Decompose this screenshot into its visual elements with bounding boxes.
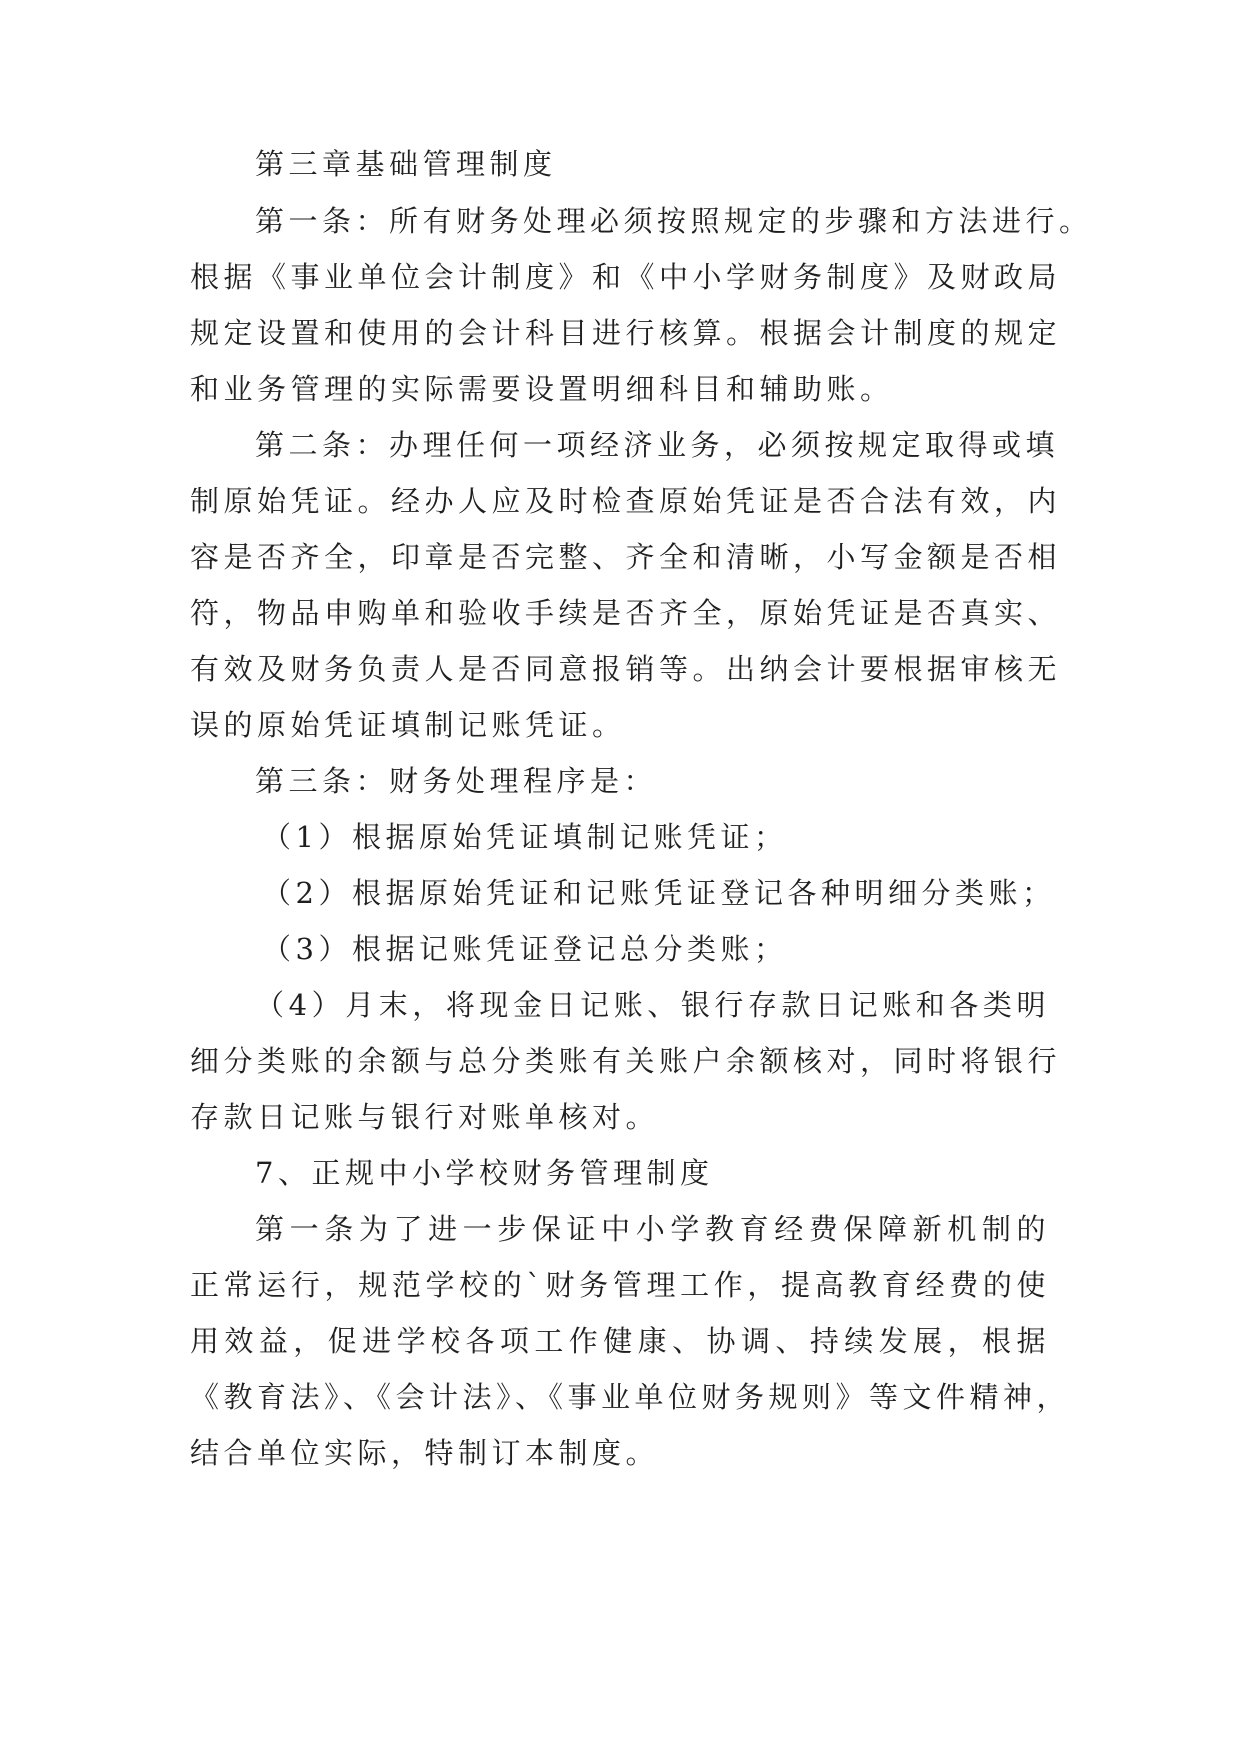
chapter-heading: 第三章基础管理制度 <box>255 147 557 181</box>
paragraph-line: 根据《事业单位会计制度》和《中小学财务制度》及财政局 <box>190 260 1062 294</box>
paragraph-line: 制原始凭证。经办人应及时检查原始凭证是否合法有效，内 <box>190 484 1062 518</box>
paragraph-line: 《教育法》、《会计法》、《事业单位财务规则》等文件精神， <box>190 1380 1071 1414</box>
paragraph-line: 容是否齐全，印章是否完整、齐全和清晰，小写金额是否相 <box>190 540 1062 574</box>
paragraph-line: 用效益，促进学校各项工作健康、协调、持续发展，根据 <box>190 1324 1050 1358</box>
paragraph-line: 第二条：办理任何一项经济业务，必须按规定取得或填 <box>255 428 1060 462</box>
list-item: （4）月末，将现金日记账、银行存款日记账和各类明 <box>255 988 1050 1022</box>
paragraph-line: 第一条：所有财务处理必须按照规定的步骤和方法进行。 <box>255 204 1093 238</box>
list-item: （2）根据原始凭证和记账凭证登记各种明细分类账； <box>262 876 1056 910</box>
list-item: （1）根据原始凭证填制记账凭证； <box>262 820 788 854</box>
paragraph-line: 第三条：财务处理程序是： <box>255 764 658 798</box>
paragraph-line: 第一条为了进一步保证中小学教育经费保障新机制的 <box>255 1212 1050 1246</box>
paragraph-line: 误的原始凭证填制记账凭证。 <box>190 708 626 742</box>
paragraph-line: 规定设置和使用的会计科目进行核算。根据会计制度的规定 <box>190 316 1062 350</box>
paragraph-line: 正常运行，规范学校的`财务管理工作，提高教育经费的使 <box>190 1268 1050 1302</box>
section-heading: 7、正规中小学校财务管理制度 <box>255 1156 714 1190</box>
paragraph-line: 结合单位实际，特制订本制度。 <box>190 1436 660 1470</box>
paragraph-line: 和业务管理的实际需要设置明细科目和辅助账。 <box>190 372 894 406</box>
paragraph-line: 有效及财务负责人是否同意报销等。出纳会计要根据审核无 <box>190 652 1062 686</box>
list-item: （3）根据记账凭证登记总分类账； <box>262 932 788 966</box>
paragraph-line: 存款日记账与银行对账单核对。 <box>190 1100 660 1134</box>
paragraph-line: 符，物品申购单和验收手续是否齐全，原始凭证是否真实、 <box>190 596 1062 630</box>
paragraph-line: 细分类账的余额与总分类账有关账户余额核对，同时将银行 <box>190 1044 1062 1078</box>
